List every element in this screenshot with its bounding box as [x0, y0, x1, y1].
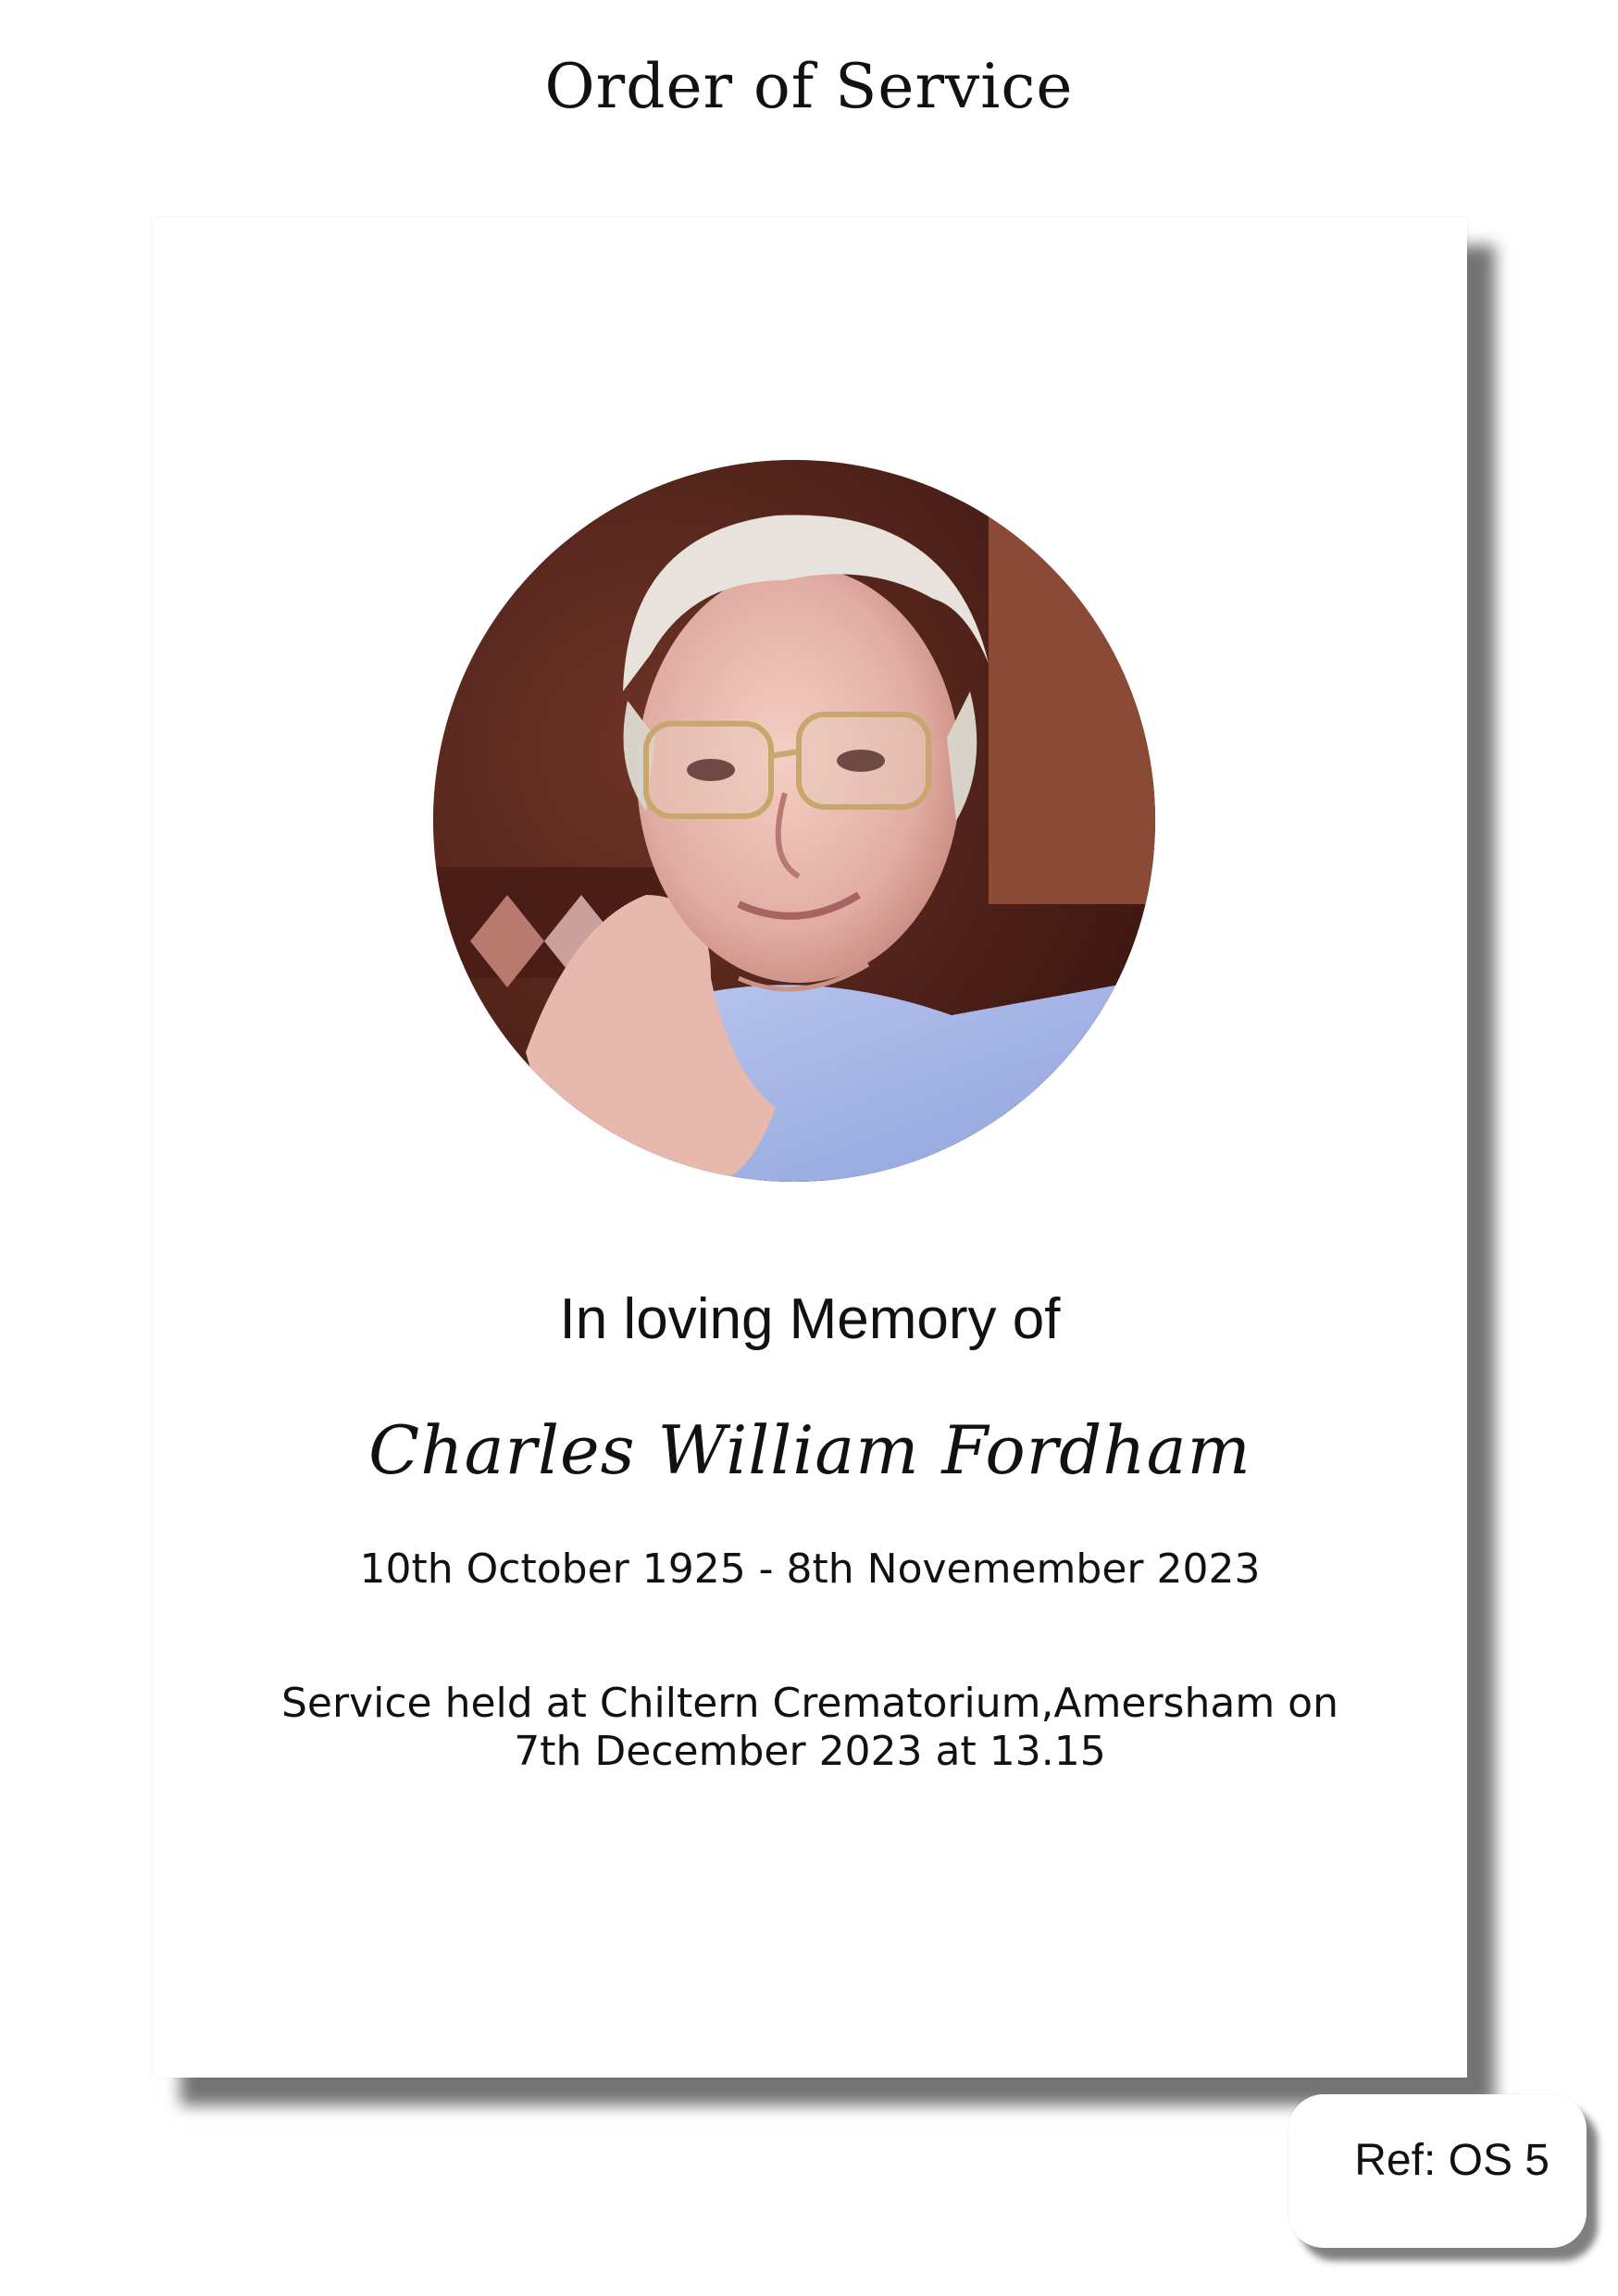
portrait-photo [433, 460, 1155, 1182]
service-details [153, 1680, 1467, 1776]
life-dates: 10th October 1925 - 8th Novemember 2023 [359, 1545, 1261, 1593]
deceased-name: Charles William Fordham [368, 1411, 1251, 1489]
page-title: Order of Service [544, 51, 1074, 122]
reference-badge: Ref: OS 5 [1288, 2094, 1587, 2248]
service-datetime: 7th December 2023 at 13.15 [514, 1728, 1106, 1775]
memory-line: In loving Memory of [559, 1287, 1061, 1351]
order-of-service-card [153, 217, 1550, 2185]
service-location: Service held at Chiltern Crematorium,Amersham on [281, 1680, 1338, 1727]
portrait-image [433, 460, 1155, 1182]
